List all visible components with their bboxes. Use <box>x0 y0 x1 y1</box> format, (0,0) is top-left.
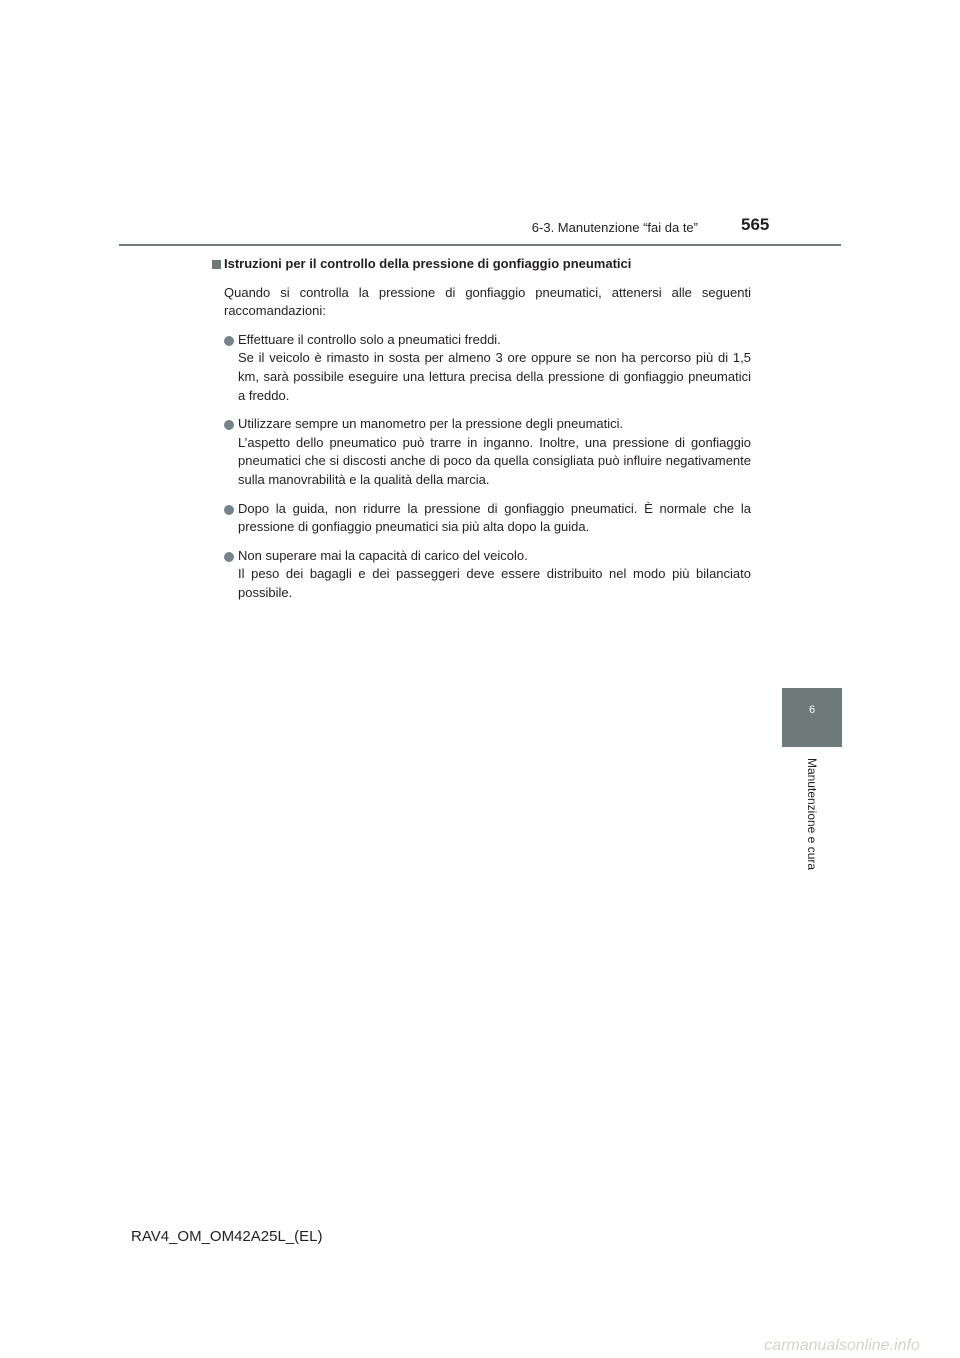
list-item-body: Il peso dei bagagli e dei passeggeri deve essere distribuito nel modo più bilanciato possibile. <box>238 566 751 600</box>
bullet-icon <box>224 336 234 346</box>
list-item-title: Effettuare il controllo solo a pneumatici freddi. <box>238 331 501 347</box>
watermark: carmanualsonline.info <box>764 1337 920 1354</box>
list-item <box>211 331 751 405</box>
list-item <box>211 500 751 537</box>
list-item-title: Utilizzare sempre un manometro per la pressione degli pneumatici. <box>238 416 624 432</box>
recommendation-list <box>211 331 751 603</box>
chapter-tab <box>782 688 842 747</box>
chapter-number: 6 <box>808 704 816 716</box>
section-heading <box>211 255 751 274</box>
bullet-icon <box>224 505 234 515</box>
page-number: 565 <box>741 215 770 234</box>
bullet-icon <box>224 420 234 430</box>
list-item <box>211 547 751 603</box>
square-bullet-icon <box>212 260 221 269</box>
header-divider <box>119 244 841 246</box>
list-item-body: Se il veicolo è rimasto in sosta per almeno 3 ore oppure se non ha percorso più di 1,5 km, sarà possibile eseguire una lettura precisa della pressione di gonfiaggio pneumatici a freddo. <box>238 350 751 403</box>
bullet-icon <box>224 552 234 562</box>
document-code: RAV4_OM_OM42A25L_(EL) <box>131 1228 323 1245</box>
main-content <box>211 255 751 613</box>
list-item-body: L’aspetto dello pneumatico può trarre in inganno. Inoltre, una pressione di gonfiaggio pneumatici che si discosti anche di poco da quella consigliata può influire negativamente sulla manovrabilità e la qualità della marcia. <box>238 434 751 487</box>
list-item <box>211 415 751 489</box>
list-item-title: Non superare mai la capacità di carico del veicolo. <box>238 547 528 563</box>
intro-paragraph: Quando si controlla la pressione di gonfiaggio pneumatici, attenersi alle seguenti raccomandazioni: <box>224 284 751 319</box>
section-title: 6-3. Manutenzione “fai da te” <box>531 220 698 235</box>
section-heading-text: Istruzioni per il controllo della pressione di gonfiaggio pneumatici <box>224 256 632 271</box>
chapter-title: Manutenzione e cura <box>805 757 819 871</box>
list-item-body: Dopo la guida, non ridurre la pressione di gonfiaggio pneumatici. È normale che la pressione di gonfiaggio pneumatici sia più alta dopo la guida. <box>238 500 751 535</box>
